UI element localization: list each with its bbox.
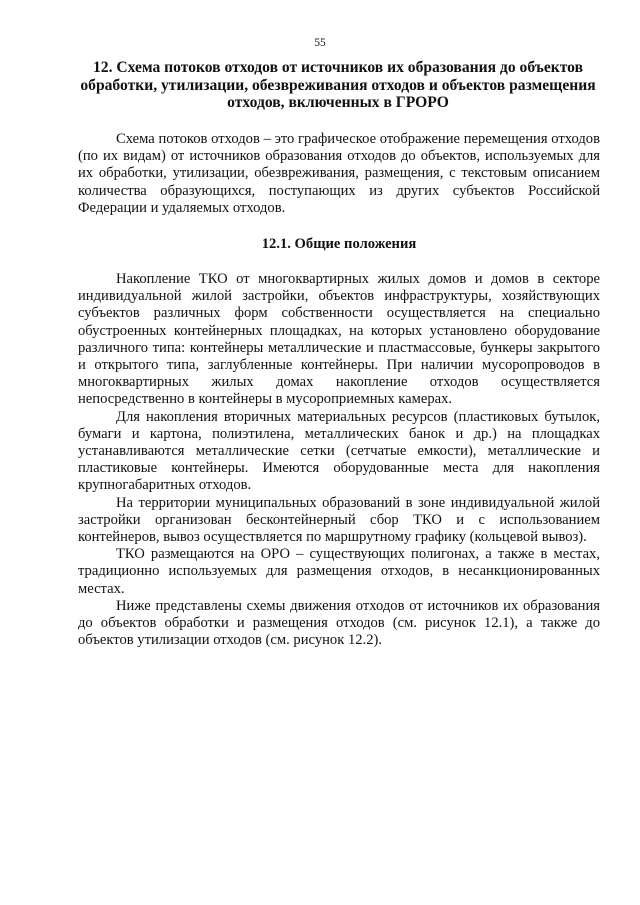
intro-paragraph: Схема потоков отходов – это графическое отображение перемещения отходов (по их видам) от источников образования отходов до объектов, используемых для их обработки, утилизации, обезвреживания, размещения, с текстовым описанием количества образующихся, поступающих из других субъектов Российской Федерации и удаляемых отходов. — [78, 131, 600, 216]
page-number: 55 — [314, 37, 326, 49]
intro-block — [78, 131, 600, 217]
body-text — [78, 271, 600, 649]
paragraph: Накопление ТКО от многоквартирных жилых домов и домов в секторе индивидуальной жилой застройки, объектов инфраструктуры, хозяйствующих субъектов различных форм собственности осуществляется на специально обустроенных контейнерных площадках, на которых установлено оборудование различного типа: контейнеры металлические и пластмассовые, бункеры закрытого и открытого типа, заглубленные контейнеры. При наличии мусоропроводов в многоквартирных жилых домах накопление отходов осуществляется непосредственно в контейнеры в мусороприемных камерах. — [78, 271, 600, 408]
section-heading: 12. Схема потоков отходов от источников их образования до объектов обработки, утилизации, обезвреживания отходов и объектов размещения отходов, включенных в ГРОРО — [80, 59, 596, 111]
paragraph: Для накопления вторичных материальных ресурсов (пластиковых бутылок, бумаги и картона, полиэтилена, металлических банок и др.) на площадках устанавливаются металлические сетки (сетчатые емкости), металлические и пластиковые контейнеры. Имеются оборудованные места для накопления крупногабаритных отходов. — [78, 408, 600, 494]
paragraph: ТКО размещаются на ОРО – существующих полигонах, а также в местах, традиционно используемых для размещения отходов, в несанкционированных местах. — [78, 546, 600, 597]
subsection-heading: 12.1. Общие положения — [261, 236, 417, 252]
paragraph: Ниже представлены схемы движения отходов от источников их образования до объектов обработки и размещения отходов (см. рисунок 12.1), а также до объектов утилизации отходов (см. рисунок 12.2). — [78, 597, 600, 649]
paragraph: На территории муниципальных образований в зоне индивидуальной жилой застройки организован бесконтейнерный сбор ТКО и с использованием контейнеров, вывоз осуществляется по маршрутному графику (кольцевой вывоз). — [78, 494, 600, 546]
